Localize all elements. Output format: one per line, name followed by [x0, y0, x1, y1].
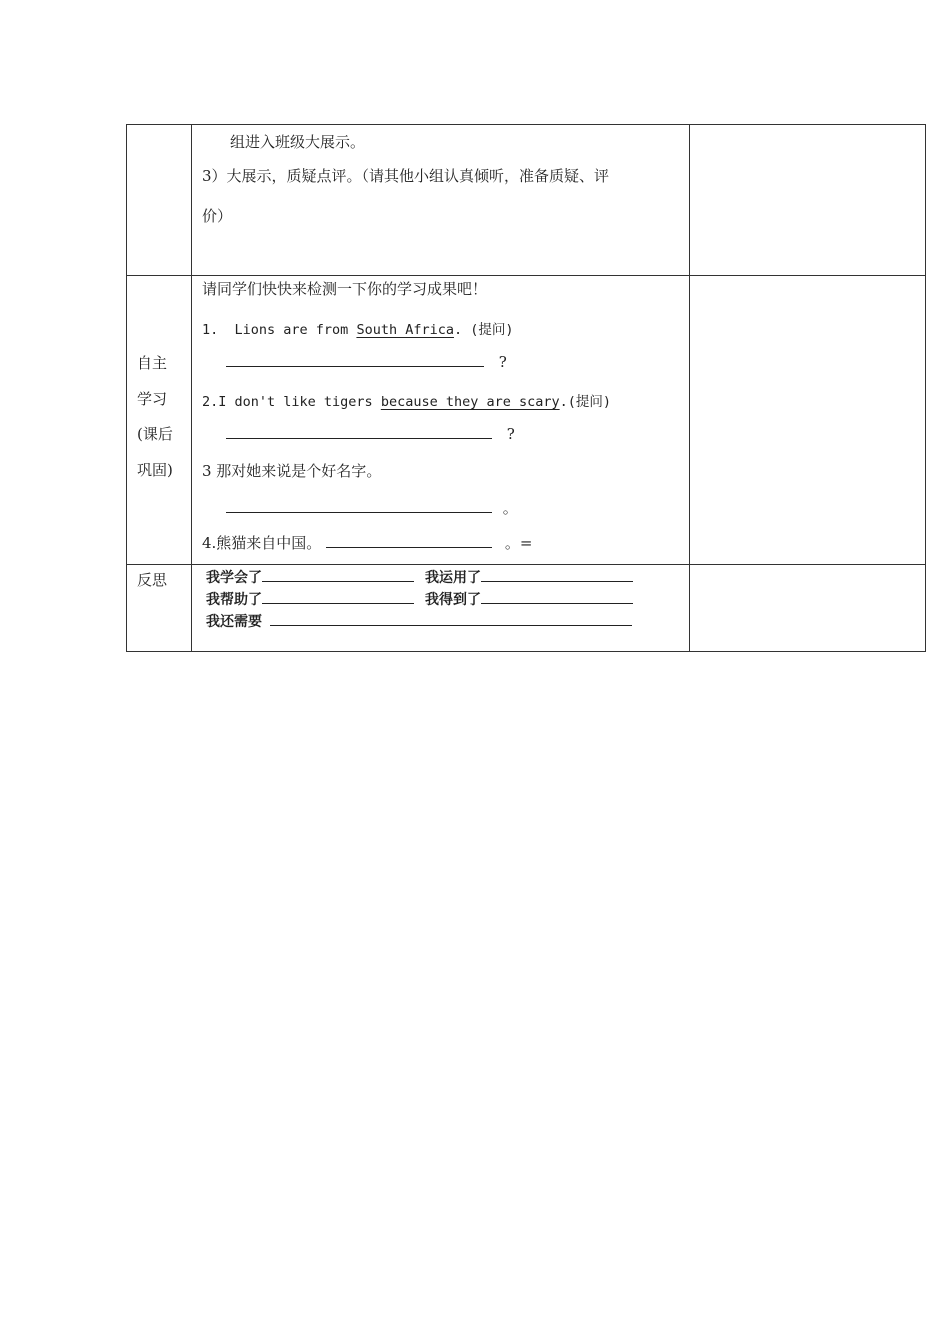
- applied-blank[interactable]: [481, 567, 633, 582]
- reflection-label: 反思: [137, 571, 168, 589]
- self-study-label-1: 自主: [137, 354, 168, 372]
- exercise-intro: 请同学们快快来检测一下你的学习成果吧！: [202, 280, 488, 298]
- reflection-helped: [206, 589, 414, 609]
- content-cell-reflection: [192, 565, 690, 652]
- reflection-need: [206, 611, 632, 631]
- got-blank[interactable]: [481, 589, 633, 604]
- question-2-prefix: 2.I don't like tigers: [202, 394, 381, 410]
- applied-label: 我运用了: [425, 570, 481, 586]
- helped-blank[interactable]: [262, 589, 414, 604]
- question-1-underlined: South Africa: [356, 322, 454, 338]
- answer-4-end: 。=: [504, 534, 533, 552]
- learned-label: 我学会了: [206, 570, 262, 586]
- question-2-underlined: because they are scary: [380, 394, 560, 410]
- question-4: [202, 532, 532, 553]
- question-3: 3 那对她来说是个好名字。: [202, 462, 382, 480]
- question-1-prefix: 1. Lions are from: [202, 322, 357, 338]
- answer-2-blank[interactable]: [226, 424, 492, 439]
- question-2-suffix: .(提问): [559, 394, 612, 410]
- table-row-reflection: [127, 565, 926, 652]
- reflection-applied: [425, 567, 633, 587]
- lesson-table: [126, 124, 926, 652]
- need-blank[interactable]: [270, 611, 632, 626]
- question-2: [202, 390, 611, 410]
- presentation-line-2: 3）大展示，质疑点评。（请其他小组认真倾听，准备质疑、评: [202, 167, 610, 185]
- self-study-label-4: 巩固): [137, 461, 173, 479]
- helped-label: 我帮助了: [206, 592, 262, 608]
- notes-cell-3: [690, 565, 926, 652]
- reflection-learned: [206, 567, 414, 587]
- self-study-label-2: 学习: [137, 390, 168, 408]
- question-1: [202, 318, 514, 338]
- got-label: 我得到了: [425, 592, 481, 608]
- content-cell-presentation: [192, 125, 690, 276]
- answer-1-blank[interactable]: [226, 352, 484, 367]
- label-cell-reflection: [127, 565, 192, 652]
- answer-2-end: ?: [506, 425, 515, 443]
- notes-cell-1: [690, 125, 926, 276]
- learned-blank[interactable]: [262, 567, 414, 582]
- reflection-got: [425, 589, 633, 609]
- table-row-self-study: [127, 276, 926, 565]
- presentation-line-3: 价）: [202, 207, 233, 225]
- table-row-presentation: [127, 125, 926, 276]
- notes-cell-2: [690, 276, 926, 565]
- question-1-suffix: . (提问): [453, 322, 514, 338]
- need-label: 我还需要: [206, 614, 262, 630]
- self-study-label-3: (课后: [137, 425, 173, 443]
- answer-3-blank[interactable]: [226, 498, 492, 513]
- answer-1-end: ?: [498, 353, 507, 371]
- label-cell-self-study: [127, 276, 192, 565]
- question-4-prefix: 4.熊猫来自中国。: [202, 534, 322, 552]
- answer-3-end: 。: [502, 499, 518, 517]
- answer-2-row: [226, 424, 515, 443]
- answer-1-row: [226, 352, 507, 371]
- answer-3-row: [226, 497, 518, 518]
- presentation-line-1: 组进入班级大展示。: [230, 133, 366, 151]
- answer-4-blank[interactable]: [326, 533, 492, 548]
- label-cell-empty: [127, 125, 192, 276]
- content-cell-exercises: [192, 276, 690, 565]
